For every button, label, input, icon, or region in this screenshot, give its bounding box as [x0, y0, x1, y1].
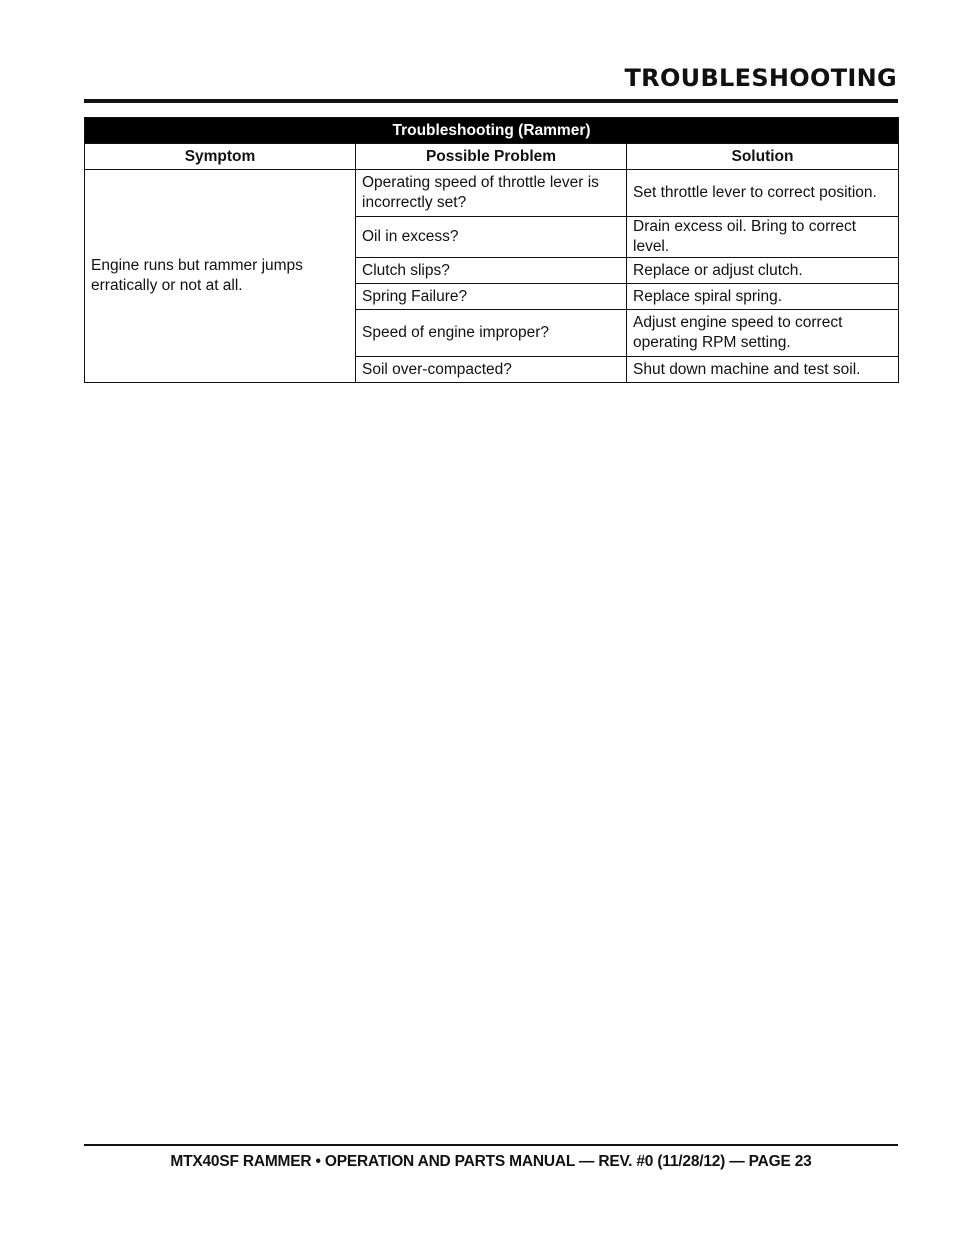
solution-cell: Set throttle lever to correct position.: [627, 170, 899, 217]
column-header-possible-problem: Possible Problem: [356, 144, 627, 170]
table-banner: Troubleshooting (Rammer): [85, 118, 899, 144]
title-divider: [84, 99, 898, 103]
problem-cell: Soil over-compacted?: [356, 357, 627, 383]
problem-cell: Oil in excess?: [356, 217, 627, 258]
solution-cell: Replace or adjust clutch.: [627, 258, 899, 284]
solution-cell: Adjust engine speed to correct operating RPM setting.: [627, 310, 899, 357]
page-footer: MTX40SF RAMMER • OPERATION AND PARTS MANUAL — REV. #0 (11/28/12) — PAGE 23: [170, 1153, 812, 1170]
page-title: TROUBLESHOOTING: [624, 64, 897, 92]
solution-cell: Drain excess oil. Bring to correct level.: [627, 217, 899, 258]
column-header-solution: Solution: [627, 144, 899, 170]
symptom-cell: Engine runs but rammer jumps erratically or not at all.: [85, 170, 356, 383]
troubleshooting-table: [84, 117, 899, 383]
problem-cell: Clutch slips?: [356, 258, 627, 284]
column-header-symptom: Symptom: [85, 144, 356, 170]
table-row: [85, 170, 899, 217]
solution-cell: Replace spiral spring.: [627, 284, 899, 310]
solution-cell: Shut down machine and test soil.: [627, 357, 899, 383]
problem-cell: Speed of engine improper?: [356, 310, 627, 357]
problem-cell: Operating speed of throttle lever is incorrectly set?: [356, 170, 627, 217]
problem-cell: Spring Failure?: [356, 284, 627, 310]
footer-divider: [84, 1144, 898, 1146]
